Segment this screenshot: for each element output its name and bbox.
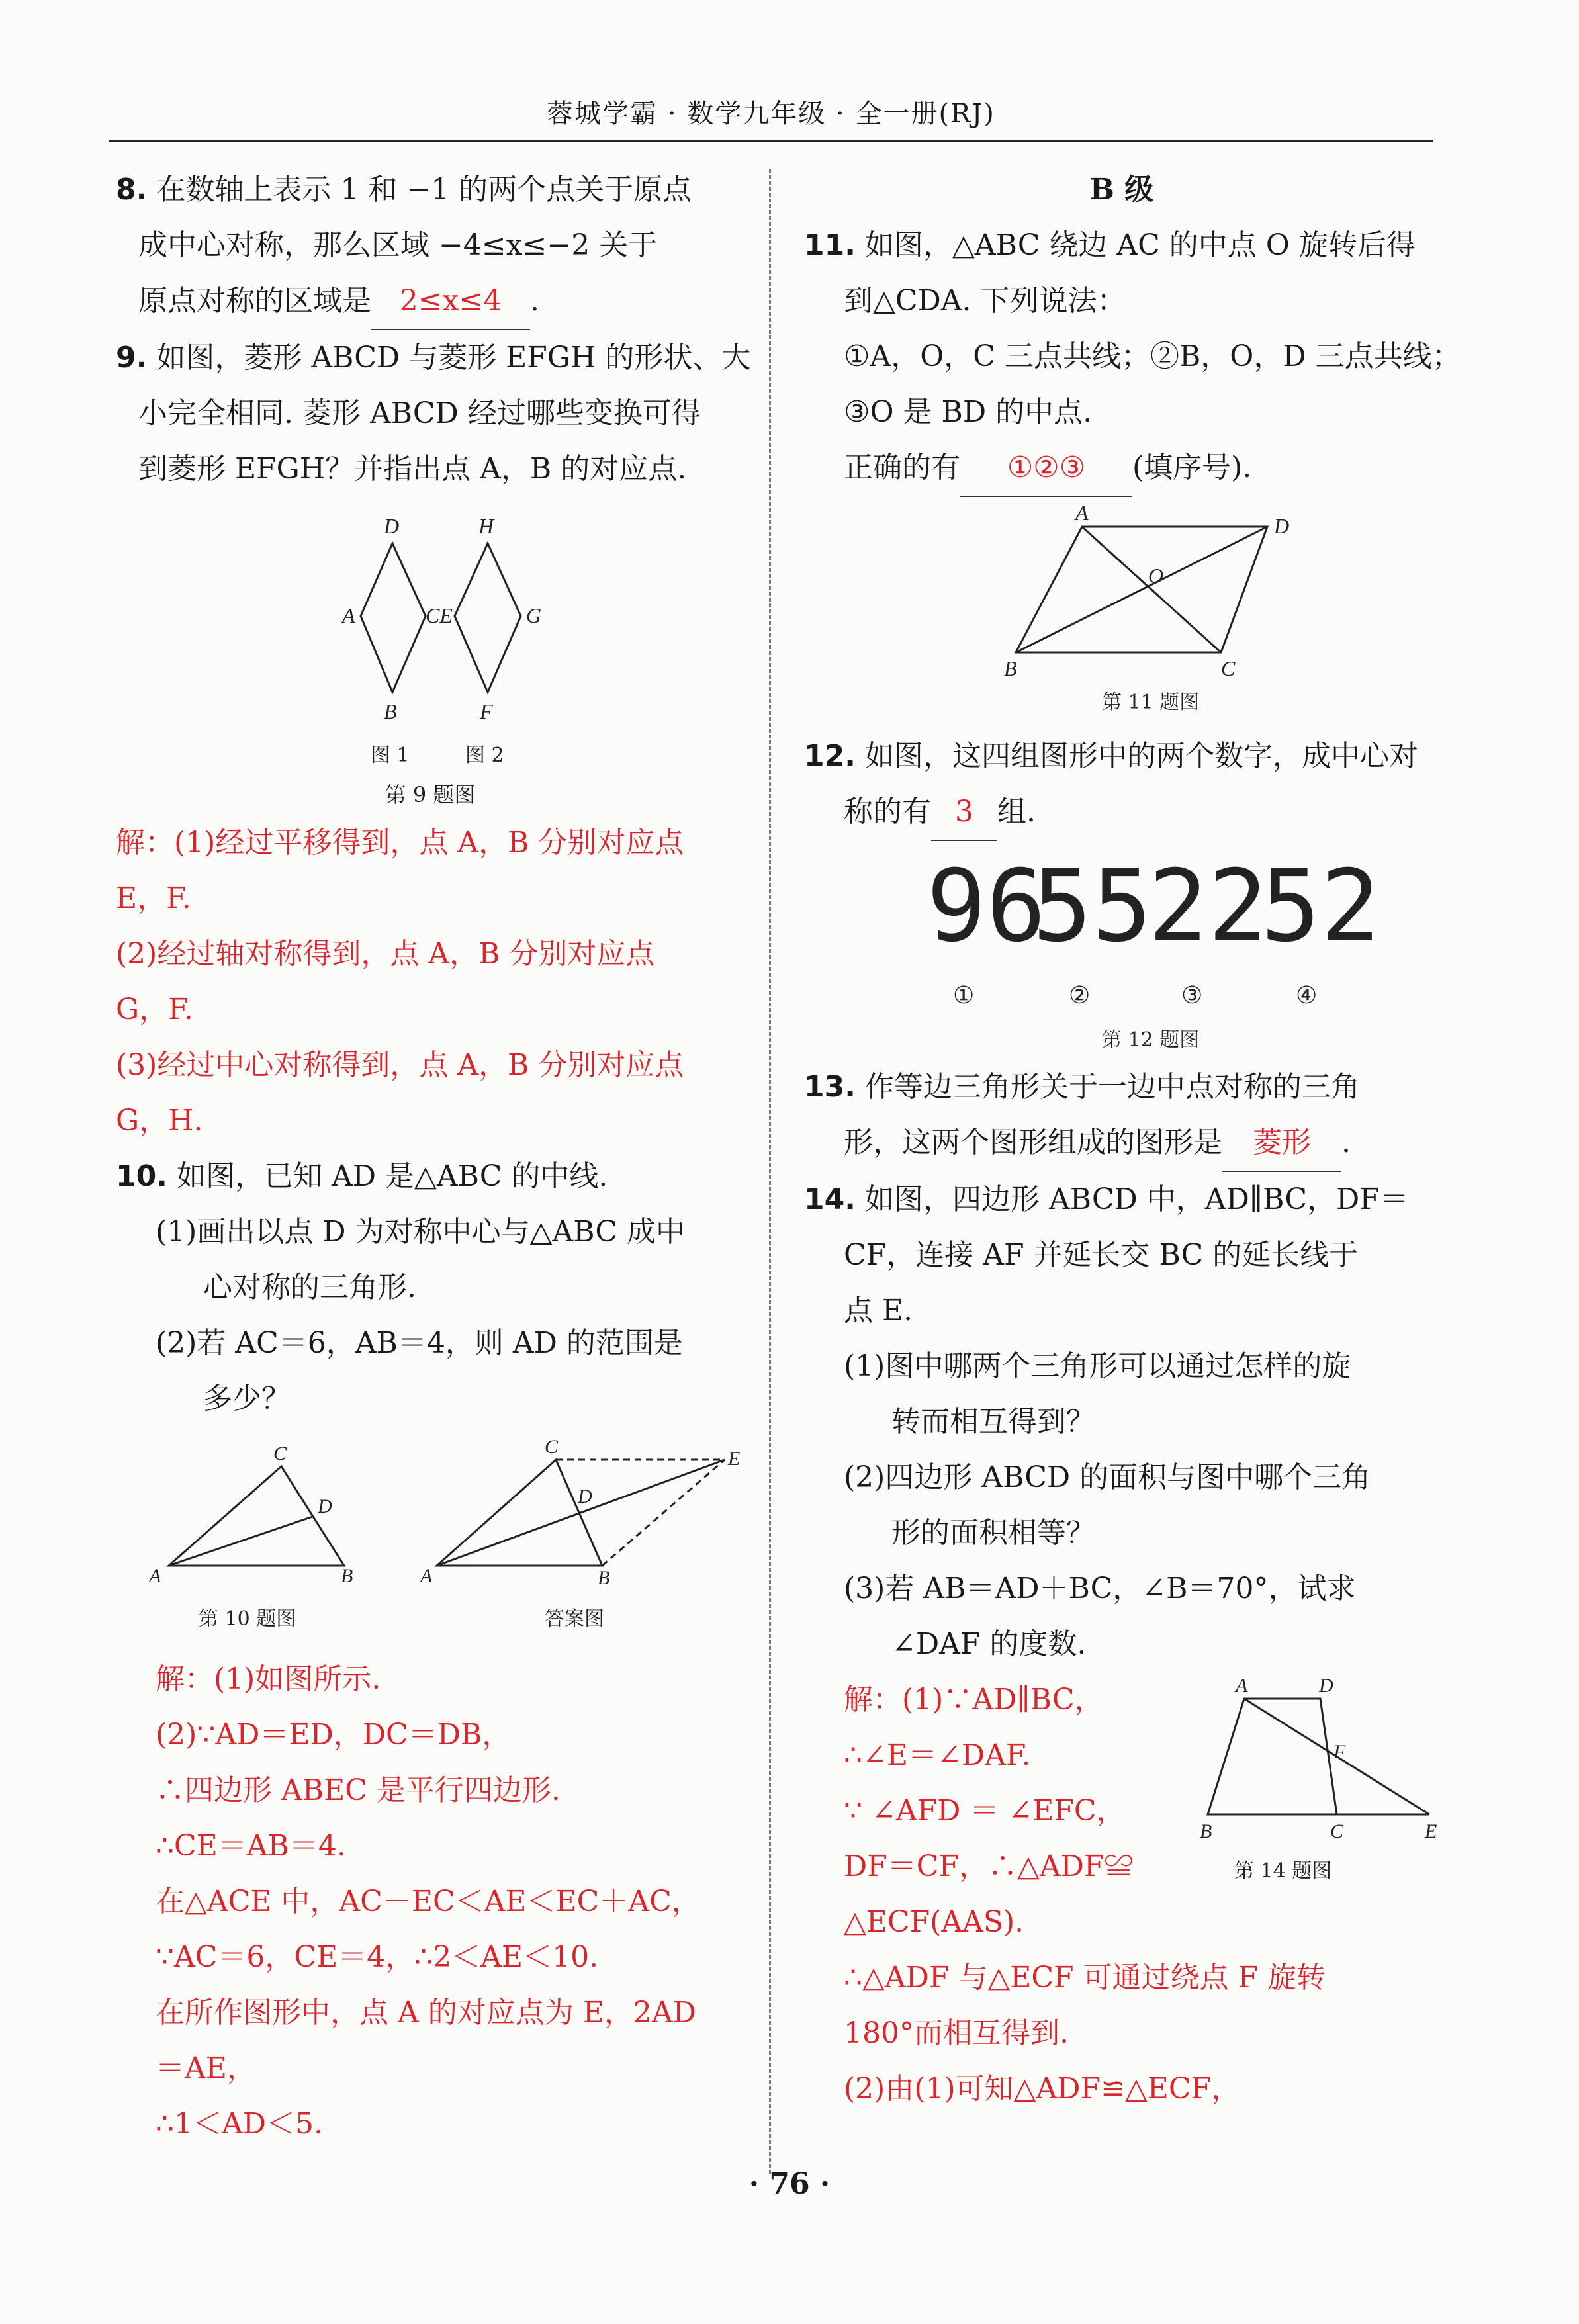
q11-label-a: A (1075, 501, 1089, 525)
q11-line1: 如图，△ABC 绕边 AC 的中点 O 旋转后得 (864, 228, 1416, 262)
q12-group-1: 96 (926, 849, 1046, 964)
q9-line2: 小完全相同. 菱形 ABCD 经过哪些变换可得 (138, 396, 701, 430)
q9-sol-line: (2)经过轴对称得到，点 A，B 分别对应点 (116, 937, 655, 971)
q9-label-a: A (342, 603, 355, 627)
q14-sol-line: △ECF(AAS). (844, 1905, 1024, 1939)
q14-caption: 第 14 题图 (1234, 1859, 1332, 1883)
q8-line2: 成中心对称，那么区域 −4≤x≤−2 关于 (138, 228, 658, 262)
q10-label-d: D (318, 1496, 332, 1517)
q14-part2-a: (2)四边形 ABCD 的面积与图中哪个三角 (844, 1460, 1371, 1494)
q10-label-b: B (341, 1565, 353, 1587)
q12-label-4: ④ (1296, 982, 1318, 1009)
q12-line2-tail: 组. (997, 795, 1036, 828)
rhombus-abcd (361, 543, 426, 692)
question-14 (804, 1172, 1439, 2117)
q11-label-o: O (1148, 564, 1164, 588)
q14-part3-b: ∠DAF 的度数. (891, 1627, 1087, 1661)
q10-part1-b: 心对称的三角形. (203, 1271, 416, 1304)
q11-line3: ①A，O，C 三点共线；②B，O，D 三点共线； (844, 339, 1461, 373)
q14-solution-top (844, 1672, 1133, 1950)
q14-part1-b: 转而相互得到？ (891, 1405, 1095, 1439)
q8-line1: 在数轴上表示 1 和 −1 的两个点关于原点 (156, 173, 692, 206)
q10-sol-line: ∴1＜AD＜5. (156, 2107, 324, 2141)
q10-sol-line: (2)∵AD＝ED，DC＝DB， (156, 1718, 512, 1752)
q13-line2: 形，这两个图形组成的图形是 (844, 1126, 1222, 1159)
q12-number: 12. (804, 739, 856, 773)
q14-label-b: B (1200, 1820, 1212, 1842)
question-9 (116, 330, 751, 1149)
q9-solution (116, 815, 744, 1149)
q11-line4: ③O 是 BD 的中点. (844, 395, 1093, 429)
q10-sol-line: 解：(1)如图所示. (156, 1662, 381, 1696)
q14-sol-line: ∴∠E＝∠DAF. (844, 1738, 1031, 1772)
q10-ans-label-b: B (598, 1567, 610, 1589)
q14-sol-line: ∵ ∠AFD ＝ ∠EFC， (844, 1794, 1126, 1828)
right-column (804, 162, 1461, 2117)
q14-line3: 点 E. (844, 1294, 913, 1327)
q11-line2: 到△CDA. 下列说法： (844, 284, 1126, 318)
q14-sol-line: ∴△ADF 与△ECF 可通过绕点 F 旋转 (844, 1961, 1326, 1994)
q8-period: . (530, 284, 539, 318)
q11-answer: ①②③ (960, 440, 1132, 497)
q10-sol-line: ∴CE＝AB＝4. (156, 1829, 346, 1863)
q10-sol-line: ＝AE， (156, 2051, 256, 2085)
q12-label-3: ③ (1181, 982, 1203, 1009)
q10-caption: 第 10 题图 (199, 1607, 296, 1631)
q11-label-b: B (1004, 656, 1017, 680)
q12-line1: 如图，这四组图形中的两个数字，成中心对 (864, 739, 1418, 773)
q10-answer-caption: 答案图 (545, 1607, 604, 1631)
q10-sol-line: ∵AC＝6，CE＝4，∴2＜AE＜10. (156, 1940, 599, 1974)
running-header: 蓉城学霸 · 数学九年级 · 全一册(RJ) (547, 99, 995, 129)
q9-label-f: F (480, 699, 493, 723)
q12-figure (804, 848, 1439, 1059)
q12-answer: 3 (931, 784, 997, 841)
q10-ans-label-a: A (420, 1565, 433, 1587)
q9-sol-line: G，H. (116, 1104, 203, 1138)
q11-line5-tail: (填序号). (1132, 451, 1252, 484)
q12-group-4: 52 (1261, 849, 1380, 964)
rhombus-efgh (455, 543, 521, 692)
q10-sol-line: 在△ACE 中，AC－EC＜AE＜EC＋AC， (156, 1885, 701, 1918)
q12-caption: 第 12 题图 (1102, 1028, 1200, 1051)
q9-number: 9. (116, 341, 148, 375)
q10-sol-line: 在所作图形中，点 A 的对应点为 E，2AD (156, 1996, 696, 2030)
q11-figure (804, 497, 1439, 715)
q10-line1: 如图，已知 AD 是△ABC 的中线. (176, 1159, 608, 1193)
q10-ans-label-c: C (545, 1436, 559, 1458)
q9-label-g: G (526, 603, 542, 627)
q14-part1-a: (1)图中哪两个三角形可以通过怎样的旋 (844, 1349, 1351, 1383)
q9-label-d: D (384, 514, 400, 538)
q14-number: 14. (804, 1183, 856, 1216)
q10-figures (116, 1433, 744, 1652)
q13-line1: 作等边三角形关于一边中点对称的三角 (864, 1070, 1360, 1104)
q10-label-c: C (273, 1443, 287, 1464)
q9-label-b: B (384, 699, 397, 723)
q12-group-2: 55 (1032, 849, 1152, 964)
q14-part3-a: (3)若 AB＝AD＋BC，∠B＝70°，试求 (844, 1572, 1356, 1605)
question-12 (804, 729, 1439, 1059)
q8-number: 8. (116, 173, 148, 206)
q10-ans-label-e: E (728, 1448, 741, 1470)
q14-solution-with-figure (804, 1672, 1439, 1950)
q11-caption: 第 11 题图 (1102, 691, 1200, 714)
q9-fig1-label: 图 1 (371, 744, 410, 767)
q9-sol-line: E，F. (116, 881, 191, 915)
q11-label-d: D (1274, 514, 1290, 538)
q14-solution-bottom (804, 1950, 1439, 2117)
question-11 (804, 218, 1461, 715)
q12-label-2: ② (1069, 982, 1091, 1009)
q14-label-e: E (1425, 1820, 1437, 1842)
left-column (116, 162, 751, 2152)
q9-sol-line: 解：(1)经过平移得到，点 A，B 分别对应点 (116, 826, 684, 860)
q9-label-h: H (478, 514, 494, 538)
q10-answer-figure (437, 1460, 725, 1566)
b-level-heading: B 级 (1089, 173, 1154, 206)
question-8 (116, 162, 744, 330)
q14-figure (1195, 1672, 1439, 1891)
q9-caption: 第 9 题图 (384, 782, 476, 807)
question-13 (804, 1059, 1439, 1172)
q9-sol-line: G，F. (116, 993, 193, 1026)
page-number: · 76 · (748, 2167, 831, 2201)
q10-part2-a: (2)若 AC＝6，AB＝4，则 AD 的范围是 (156, 1326, 683, 1360)
q12-label-1: ① (953, 982, 975, 1009)
q9-figure (116, 504, 744, 768)
q9-fig2-label: 图 2 (465, 744, 504, 767)
q10-label-a: A (149, 1565, 161, 1587)
q14-label-a: A (1236, 1675, 1248, 1697)
q14-label-f: F (1333, 1741, 1346, 1763)
q14-sol-line: DF＝CF，∴△ADF≌ (844, 1850, 1134, 1883)
q10-solution (116, 1652, 744, 2152)
q14-part2-b: 形的面积相等？ (891, 1516, 1095, 1550)
q10-part2-b: 多少？ (203, 1382, 291, 1415)
header-rule (109, 140, 1433, 142)
q11-line5: 正确的有 (844, 451, 960, 484)
q14-sol-line: 180°而相互得到. (844, 2016, 1069, 2050)
q11-number: 11. (804, 228, 856, 262)
q14-sol-line: (2)由(1)可知△ADF≌△ECF， (844, 2072, 1241, 2106)
q14-label-c: C (1330, 1820, 1344, 1842)
column-divider (769, 169, 771, 2174)
q10-ans-label-d: D (578, 1486, 592, 1507)
q13-number: 13. (804, 1070, 856, 1104)
q14-label-d: D (1319, 1675, 1333, 1697)
q9-label-ce: CE (426, 603, 453, 627)
q14-line1: 如图，四边形 ABCD 中，AD∥BC，DF＝ (864, 1183, 1409, 1216)
q14-line2: CF，连接 AF 并延长交 BC 的延长线于 (844, 1238, 1359, 1272)
q8-answer: 2≤x≤4 (371, 273, 530, 330)
q14-sol-line: 解：(1)∵AD∥BC， (844, 1683, 1104, 1717)
question-10 (116, 1149, 744, 2152)
q10-sol-line: ∴四边形 ABEC 是平行四边形. (156, 1773, 561, 1807)
q13-answer: 菱形 (1222, 1115, 1341, 1172)
q8-line3: 原点对称的区域是 (138, 284, 371, 318)
q12-line2: 称的有 (844, 795, 931, 828)
q13-period: . (1341, 1126, 1351, 1159)
q9-line1: 如图，菱形 ABCD 与菱形 EFGH 的形状、大 (156, 341, 751, 375)
q10-number: 10. (116, 1159, 167, 1193)
q10-part1-a: (1)画出以点 D 为对称中心与△ABC 成中 (156, 1215, 685, 1249)
q9-line3: 到菱形 EFGH？并指出点 A，B 的对应点. (138, 452, 687, 486)
q9-sol-line: (3)经过中心对称得到，点 A，B 分别对应点 (116, 1048, 684, 1082)
q12-group-3: 22 (1148, 849, 1268, 964)
q11-label-c: C (1221, 656, 1236, 680)
